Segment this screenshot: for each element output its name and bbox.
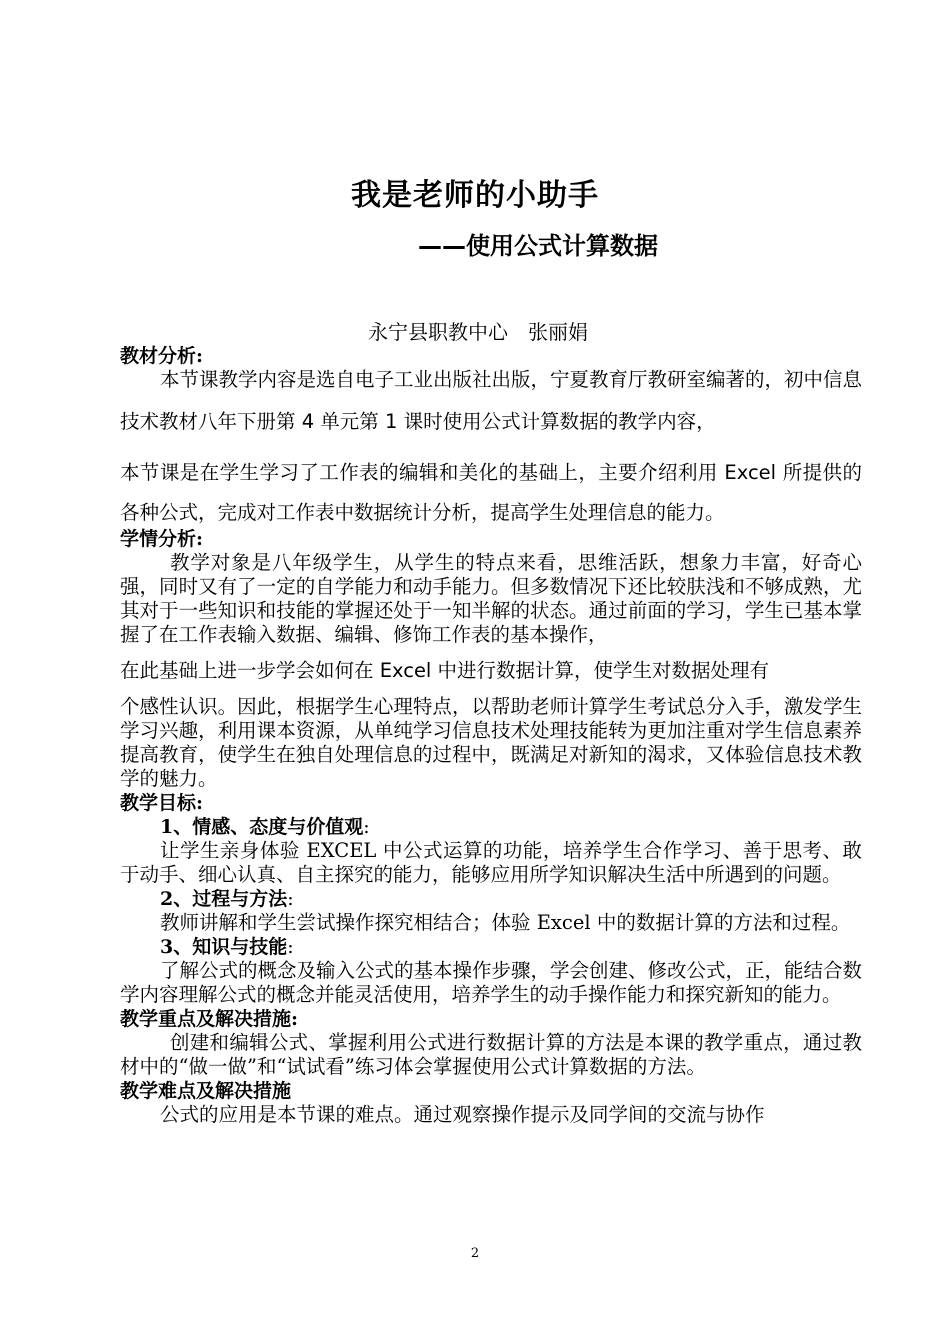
section-heading-goals: 教学目标: [120,792,204,814]
document-subtitle: ——使用公式计算数据 [418,232,658,260]
students-paragraph-1: 教学对象是八年级学生，从学生的特点来看，思维活跃，想象力丰富，好奇心强，同时又有了一定的自学能力和动手能力。但多数情况下还比较肤浅和不够成熟，尤其对于一些知识和技能的掌握还处于一知半解的状态。通过前面的学习，学生已基本掌握了在工作表输入数据、编辑、修饰工作表的基本操作， [120,551,862,646]
section-heading-difficult: 教学难点及解决措施 [120,1080,292,1102]
material-paragraph-1: 本节课教学内容是选自电子工业出版社出版，宁夏教育厅教研室编著的，初中信息技术教材八年下册第 4 单元第 1 课时使用公式计算数据的教学内容， [120,368,863,433]
document-title: 我是老师的小助手 [351,178,599,213]
goal-3-heading [120,935,862,959]
goal-1-heading [120,815,862,839]
section-heading-material: 教材分析: [120,345,204,367]
goal-1-colon: : [363,816,370,838]
goal-3-heading-text: 3、知识与技能 [160,936,288,958]
goal-3-colon: : [287,936,294,958]
students-paragraph-3: 个感性认识。因此，根据学生心理特点，以帮助老师计算学生考试总分入手，激发学生学习兴趣，利用课本资源，从单纯学习信息技术处理技能转为更加注重对学生信息素养提高教育，使学生在独自处理信息的过程中，既满足对新知的渴求，又体验信息技术教学的魅力。 [120,695,862,790]
material-paragraph-2: 本节课是在学生学习了工作表的编辑和美化的基础上，主要介绍利用 Excel 所提供的各种公式，完成对工作表中数据统计分析，提高学生处理信息的能力。 [120,461,862,524]
goal-2-heading [120,887,862,911]
section-heading-students: 学情分析: [120,528,204,550]
author-line: 永宁县职教中心 张丽娟 [368,320,588,344]
document-body [120,344,862,1127]
goal-3-text: 了解公式的概念及输入公式的基本操作步骤，学会创建、修改公式，正，能结合数学内容理解公式的概念并能灵活使用，培养学生的动手操作能力和探究新知的能力。 [120,959,863,1006]
goal-1-heading-text: 1、情感、态度与价值观 [160,816,364,838]
difficult-text: 公式的应用是本节课的难点。通过观察操作提示及同学间的交流与协作 [160,1103,765,1126]
goal-1-text: 让学生亲身体验 EXCEL 中公式运算的功能，培养学生合作学习、善于思考、敢于动手、细心认真、自主探究的能力，能够应用所学知识解决生活中所遇到的问题。 [120,839,862,886]
key-text: 创建和编辑公式、掌握利用公式进行数据计算的方法是本课的教学重点，通过教材中的“做一做”和“试试看”练习体会掌握使用公式计算数据的方法。 [120,1031,862,1078]
students-paragraph-2: 在此基础上进一步学会如何在 Excel 中进行数据计算，使学生对数据处理有 [120,659,770,682]
goal-2-colon: : [287,888,294,910]
goal-2-text: 教师讲解和学生尝试操作探究相结合；体验 Excel 中的数据计算的方法和过程。 [160,911,851,934]
page-number: 2 [470,1246,480,1261]
goal-2-heading-text: 2、过程与方法 [160,888,288,910]
section-heading-key: 教学重点及解决措施: [120,1008,299,1030]
